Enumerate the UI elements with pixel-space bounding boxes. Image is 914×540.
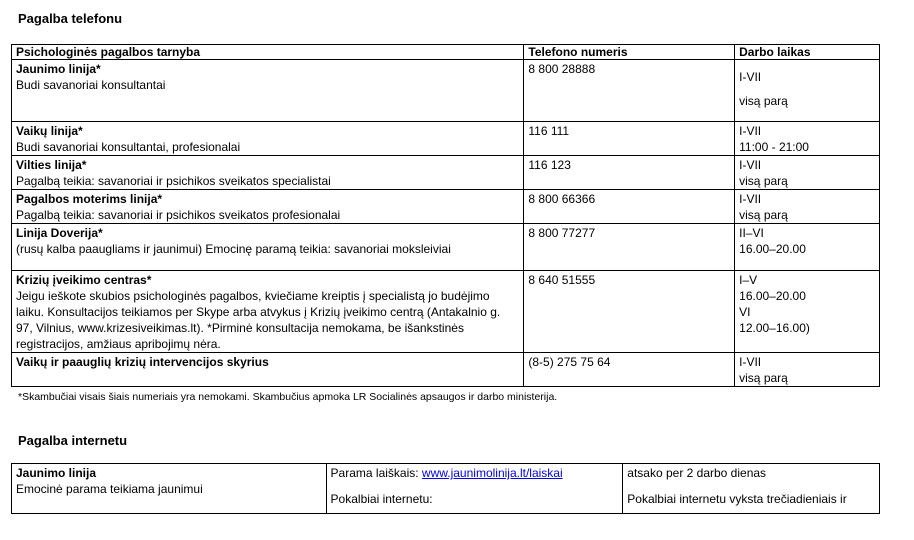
- mail-response-time: atsako per 2 darbo dienas: [627, 466, 767, 480]
- hours-time: 16.00–20.00: [739, 242, 806, 256]
- column-header-phone: Telefono numeris: [524, 45, 735, 60]
- hours-time: visą parą: [739, 174, 788, 188]
- phone-number[interactable]: 8 800 77277: [528, 226, 596, 240]
- hours-days: I-VII: [739, 158, 762, 172]
- service-description: Budi savanoriai konsultantai: [16, 78, 166, 92]
- hours-days: II–VI: [739, 226, 764, 240]
- service-name: Jaunimo linija*: [16, 62, 101, 76]
- phone-number[interactable]: 8 640 51555: [528, 273, 596, 287]
- table-row: [12, 224, 880, 271]
- phone-help-table: [11, 44, 880, 387]
- internet-section-title: Pagalba internetu: [18, 433, 128, 448]
- footnote: *Skambučiai visais šiais numeriais yra nemokami. Skambučius apmoka LR Socialinės apsaugos ir darbo ministerija.: [18, 391, 558, 403]
- table-row: [12, 464, 880, 514]
- phone-number[interactable]: 8 800 66366: [528, 192, 596, 206]
- table-row: [12, 190, 880, 224]
- phone-section-title: Pagalba telefonu: [18, 11, 123, 26]
- hours-time: visą parą: [739, 94, 788, 108]
- service-name: Vaikų ir paauglių krizių intervencijos skyrius: [16, 355, 269, 369]
- chat-schedule: Pokalbiai internetu vyksta trečiadieniais ir: [627, 492, 847, 506]
- hours-days: I-VII: [739, 355, 762, 369]
- phone-number[interactable]: 8 800 28888: [528, 62, 596, 76]
- table-row: [12, 122, 880, 156]
- service-name: Linija Doverija*: [16, 226, 103, 240]
- hours-days: I-VII: [739, 192, 762, 206]
- service-description-line: registracijos, amžiaus apribojimų nėra.: [16, 337, 221, 351]
- hours-days: I–V: [739, 273, 758, 287]
- hours-days: I-VII: [739, 124, 762, 138]
- table-row: [12, 60, 880, 122]
- table-row: [12, 271, 880, 353]
- service-description: (rusų kalba paaugliams ir jaunimui) Emocinę paramą teikia: savanoriai moksleiviai: [16, 242, 451, 256]
- hours-days: VI: [739, 305, 751, 319]
- table-row: [12, 156, 880, 190]
- service-description: Pagalbą teikia: savanoriai ir psichikos sveikatos specialistai: [16, 174, 331, 188]
- column-header-hours: Darbo laikas: [735, 45, 880, 60]
- mail-label: Parama laiškais:: [330, 466, 422, 480]
- service-description-line: 97, Vilnius, www.krizesiveikimas.lt). *Pirminė konsultacija nemokama, be išankstinės: [16, 321, 464, 335]
- hours-time: 12.00–16.00): [739, 321, 810, 335]
- service-name: Jaunimo linija: [16, 466, 97, 480]
- hours-time: visą parą: [739, 208, 788, 222]
- mail-link[interactable]: www.jaunimolinija.lt/laiskai: [421, 466, 563, 480]
- service-description: Emocinė parama teikiama jaunimui: [16, 482, 203, 496]
- service-name: Vilties linija*: [16, 158, 87, 172]
- service-description: Pagalbą teikia: savanoriai ir psichikos sveikatos profesionalai: [16, 208, 341, 222]
- service-description-line: Jeigu ieškote skubios psichologinės pagalbos, kviečiame kreiptis į specialistą jo budėjimo: [16, 289, 490, 303]
- service-description-line: laiku. Konsultacijos teikiamos per Skype arba atvykus į Krizių įveikimo centrą (Antakalnio g.: [16, 305, 501, 319]
- table-row: [12, 353, 880, 387]
- hours-days: I-VII: [739, 70, 762, 84]
- internet-help-table: [11, 463, 880, 514]
- column-header-service: Psichologinės pagalbos tarnyba: [12, 45, 524, 60]
- service-name: Pagalbos moterims linija*: [16, 192, 163, 206]
- service-name: Krizių įveikimo centras*: [16, 273, 152, 287]
- phone-number[interactable]: (8-5) 275 75 64: [528, 355, 611, 369]
- chat-label: Pokalbiai internetu:: [330, 492, 433, 506]
- service-name: Vaikų linija*: [16, 124, 83, 138]
- phone-number[interactable]: 116 111: [528, 124, 570, 138]
- phone-number[interactable]: 116 123: [528, 158, 571, 172]
- hours-time: 11:00 - 21:00: [739, 140, 809, 154]
- service-description: Budi savanoriai konsultantai, profesionalai: [16, 140, 241, 154]
- hours-time: visą parą: [739, 371, 788, 385]
- hours-time: 16.00–20.00: [739, 289, 806, 303]
